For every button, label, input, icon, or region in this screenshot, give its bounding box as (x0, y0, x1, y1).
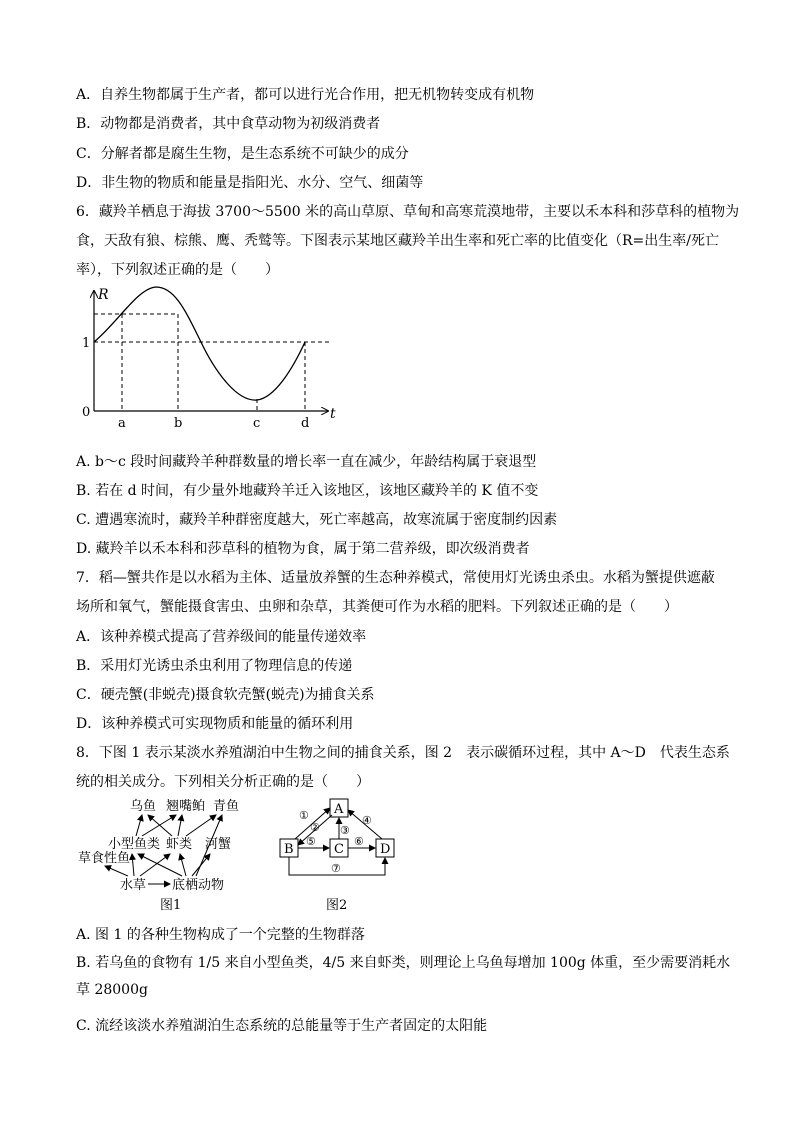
arrow-xiao-qiao (142, 815, 176, 836)
q6-option-c: C. 遭遇寒流时，藏羚羊种群密度越大，死亡率越高，故寒流属于密度制约因素 (76, 512, 558, 528)
arrow-shuicao-caoshi (105, 866, 128, 876)
q5-option-d: D．非生物的物质和能量是指阳光、水分、空气、细菌等 (76, 175, 424, 191)
label-a: A (334, 802, 344, 817)
node-qingyu: 青鱼 (213, 799, 240, 814)
marker-3: ③ (340, 824, 350, 837)
q8-option-b-line-2: 草 28000g (76, 982, 148, 998)
q8-option-c: C. 流经该淡水养殖湖泊生态系统的总能量等于生产者固定的太阳能 (76, 1018, 488, 1034)
r-ratio-graph (76, 282, 346, 430)
arrow-shuicao-xiao (132, 854, 134, 876)
q7-option-b: B．采用灯光诱虫杀虫利用了物理信息的传递 (76, 658, 353, 674)
y-axis-label: R (98, 287, 109, 303)
label-c: C (334, 842, 344, 857)
arrow-xia-qiao (178, 815, 182, 836)
origin-label: 0 (82, 405, 91, 420)
node-wuyu: 乌鱼 (130, 799, 157, 814)
q6-stem-line-2: 食，天敌有狼、棕熊、鹰、秃鹫等。下图表示某地区藏羚羊出生率和死亡率的比值变化（R=出生率/死亡 (76, 233, 719, 249)
q7-option-c: C．硬壳蟹(非蜕壳)摄食软壳蟹(蜕壳)为捕食关系 (76, 687, 375, 703)
tick-b: b (174, 416, 183, 430)
node-shuicao: 水草 (120, 878, 147, 893)
q6-option-d: D. 藏羚羊以禾本科和莎草科的植物为食，属于第二营养级，即次级消费者 (76, 541, 530, 557)
q8-option-a: A. 图 1 的各种生物构成了一个完整的生物群落 (76, 927, 365, 943)
figure-1-caption: 图1 (160, 898, 182, 913)
q5-option-b: B．动物都是消费者，其中食草动物为初级消费者 (76, 116, 381, 132)
x-axis-label: t (330, 406, 336, 422)
q7-stem-line-1: 7．稻—蟹共作是以水稻为主体、适量放养蟹的生态种养模式，常使用灯光诱虫杀虫。水稻为蟹提供遮蔽 (76, 570, 715, 586)
q6-option-a: A. b～c 段时间藏羚羊种群数量的增长率一直在减少，年龄结构属于衰退型 (76, 454, 537, 470)
figure-2-caption: 图2 (326, 898, 348, 913)
q6-stem-line-3: 率），下列叙述正确的是（ ） (76, 262, 279, 278)
node-caoshixingyu: 草食性鱼 (78, 851, 131, 866)
carbon-cycle-figure (272, 792, 412, 916)
node-hexie: 河蟹 (205, 837, 232, 852)
node-xiaoxingyulei: 小型鱼类 (108, 837, 161, 852)
tick-c: c (253, 416, 261, 430)
node-diqidongwu: 底栖动物 (172, 878, 225, 893)
label-b: B (284, 842, 294, 857)
arrow-diqi-xia (180, 854, 186, 876)
marker-7: ⑦ (331, 862, 341, 875)
q8-option-b-line-1: B. 若乌鱼的食物有 1/5 来自小型鱼类，4/5 来自虾类，则理论上乌鱼每增加 100g 体重，至少需要消耗水 (76, 955, 731, 971)
tick-one: 1 (82, 336, 91, 351)
marker-2: ② (310, 821, 320, 834)
food-web-figure (76, 792, 256, 916)
q6-option-b: B. 若在 d 时间，有少量外地藏羚羊迁入该地区，该地区藏羚羊的 K 值不变 (76, 483, 539, 499)
marker-4: ④ (362, 814, 372, 827)
q7-option-a: A．该种养模式提高了营养级间的能量传递效率 (76, 629, 367, 645)
q7-stem-line-2: 场所和氧气，蟹能摄食害虫、虫卵和杂草，其粪便可作为水稻的肥料。下列叙述正确的是（ ） (76, 599, 678, 615)
arrow-xia-qingyu (186, 815, 216, 836)
tick-a: a (118, 416, 126, 430)
marker-5: ⑤ (306, 835, 316, 848)
tick-d: d (301, 416, 310, 430)
label-d: D (380, 842, 391, 857)
q5-option-a: A．自养生物都属于生产者，都可以进行光合作用，把无机物转变成有机物 (76, 87, 535, 103)
arrow-xiao-wuyu (136, 815, 142, 836)
node-xialei: 虾类 (166, 837, 193, 852)
node-qiaozuigui: 翘嘴鲌 (166, 799, 206, 814)
q5-option-c: C．分解者都是腐生生物，是生态系统不可缺少的成分 (76, 146, 409, 162)
q8-stem-line-2: 统的相关成分。下列相关分析正确的是（ ） (76, 774, 370, 790)
q8-stem-line-1: 8．下图 1 表示某淡水养殖湖泊中生物之间的捕食关系，图 2 表示碳循环过程，其中 A～D 代表生态系 (76, 745, 730, 761)
r-curve (94, 287, 305, 400)
q7-option-d: D．该种养模式可实现物质和能量的循环利用 (76, 716, 354, 732)
marker-6: ⑥ (354, 835, 364, 848)
arrow-xia-wuyu (148, 815, 172, 836)
marker-1: ① (299, 809, 309, 822)
q6-stem-line-1: 6．藏羚羊栖息于海拔 3700～5500 米的高山草原、草甸和高寒荒漠地带，主要以禾本科和莎草科的植物为 (76, 204, 740, 220)
